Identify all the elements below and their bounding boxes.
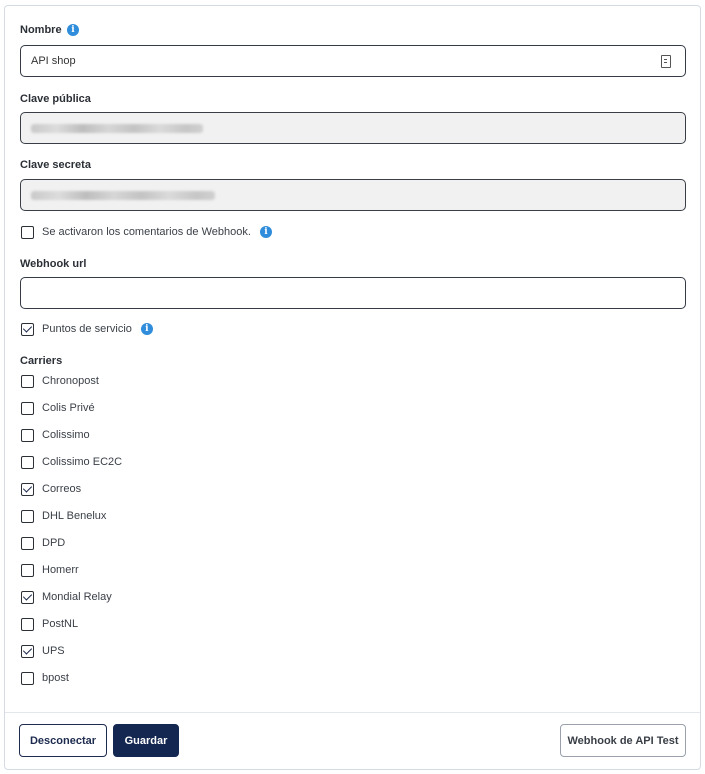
- carrier-item[interactable]: [21, 563, 79, 577]
- carrier-label: PostNL: [42, 617, 79, 630]
- clipboard-icon[interactable]: [661, 55, 671, 68]
- public-key-field: [20, 112, 686, 144]
- redacted-value: [31, 124, 203, 133]
- carrier-checkbox[interactable]: [21, 456, 34, 469]
- webhook-url-input[interactable]: [20, 277, 686, 309]
- carrier-checkbox[interactable]: [21, 564, 34, 577]
- carrier-item[interactable]: [21, 509, 106, 523]
- carrier-checkbox[interactable]: [21, 537, 34, 550]
- disconnect-button[interactable]: Desconectar: [19, 724, 107, 757]
- redacted-value: [31, 191, 215, 200]
- name-info-icon[interactable]: i: [67, 24, 79, 36]
- carrier-item[interactable]: [21, 617, 78, 631]
- carrier-label: UPS: [42, 644, 65, 657]
- name-field[interactable]: [20, 45, 686, 77]
- carrier-label: DHL Benelux: [42, 509, 107, 522]
- carrier-checkbox[interactable]: [21, 591, 34, 604]
- carrier-item[interactable]: [21, 671, 69, 685]
- carrier-checkbox[interactable]: [21, 483, 34, 496]
- webhook-feedback-checkbox-row[interactable]: [21, 225, 272, 239]
- carrier-label: Colissimo EC2C: [42, 455, 123, 468]
- service-points-checkbox[interactable]: [21, 323, 34, 336]
- webhook-feedback-info-icon[interactable]: i: [260, 226, 272, 238]
- carrier-checkbox[interactable]: [21, 645, 34, 658]
- secret-key-label: Clave secreta: [20, 159, 91, 171]
- carrier-label: Mondial Relay: [42, 590, 112, 603]
- webhook-test-button[interactable]: Webhook de API Test: [560, 724, 686, 757]
- footer-divider: [5, 712, 700, 713]
- webhook-url-label: Webhook url: [20, 258, 87, 270]
- carrier-item[interactable]: [21, 482, 81, 496]
- secret-key-field: [20, 179, 686, 211]
- save-button[interactable]: Guardar: [113, 724, 179, 757]
- carrier-item[interactable]: [21, 536, 65, 550]
- webhook-feedback-label: Se activaron los comentarios de Webhook.: [42, 225, 251, 238]
- carrier-label: Correos: [42, 482, 82, 495]
- name-label: Nombre: [20, 24, 62, 36]
- integration-settings-card: [4, 5, 701, 770]
- carriers-label: Carriers: [20, 355, 63, 367]
- public-key-label: Clave pública: [20, 93, 91, 105]
- carrier-label: Homerr: [42, 563, 79, 576]
- name-field-value: API shop: [31, 55, 76, 67]
- carrier-checkbox[interactable]: [21, 618, 34, 631]
- carrier-checkbox[interactable]: [21, 429, 34, 442]
- carrier-label: DPD: [42, 536, 66, 549]
- carrier-label: Colissimo: [42, 428, 90, 441]
- carrier-checkbox[interactable]: [21, 402, 34, 415]
- carrier-item[interactable]: [21, 644, 65, 658]
- carrier-item[interactable]: [21, 455, 122, 469]
- carrier-checkbox[interactable]: [21, 510, 34, 523]
- service-points-label: Puntos de servicio: [42, 322, 132, 335]
- carrier-checkbox[interactable]: [21, 672, 34, 685]
- carrier-checkbox[interactable]: [21, 375, 34, 388]
- carrier-label: Chronopost: [42, 374, 99, 387]
- carrier-label: Colis Privé: [42, 401, 95, 414]
- carrier-item[interactable]: [21, 374, 99, 388]
- service-points-info-icon[interactable]: i: [141, 323, 153, 335]
- carrier-item[interactable]: [21, 428, 90, 442]
- service-points-checkbox-row[interactable]: [21, 322, 153, 336]
- carrier-label: bpost: [42, 671, 69, 684]
- webhook-feedback-checkbox[interactable]: [21, 226, 34, 239]
- carrier-item[interactable]: [21, 401, 95, 415]
- carrier-item[interactable]: [21, 590, 112, 604]
